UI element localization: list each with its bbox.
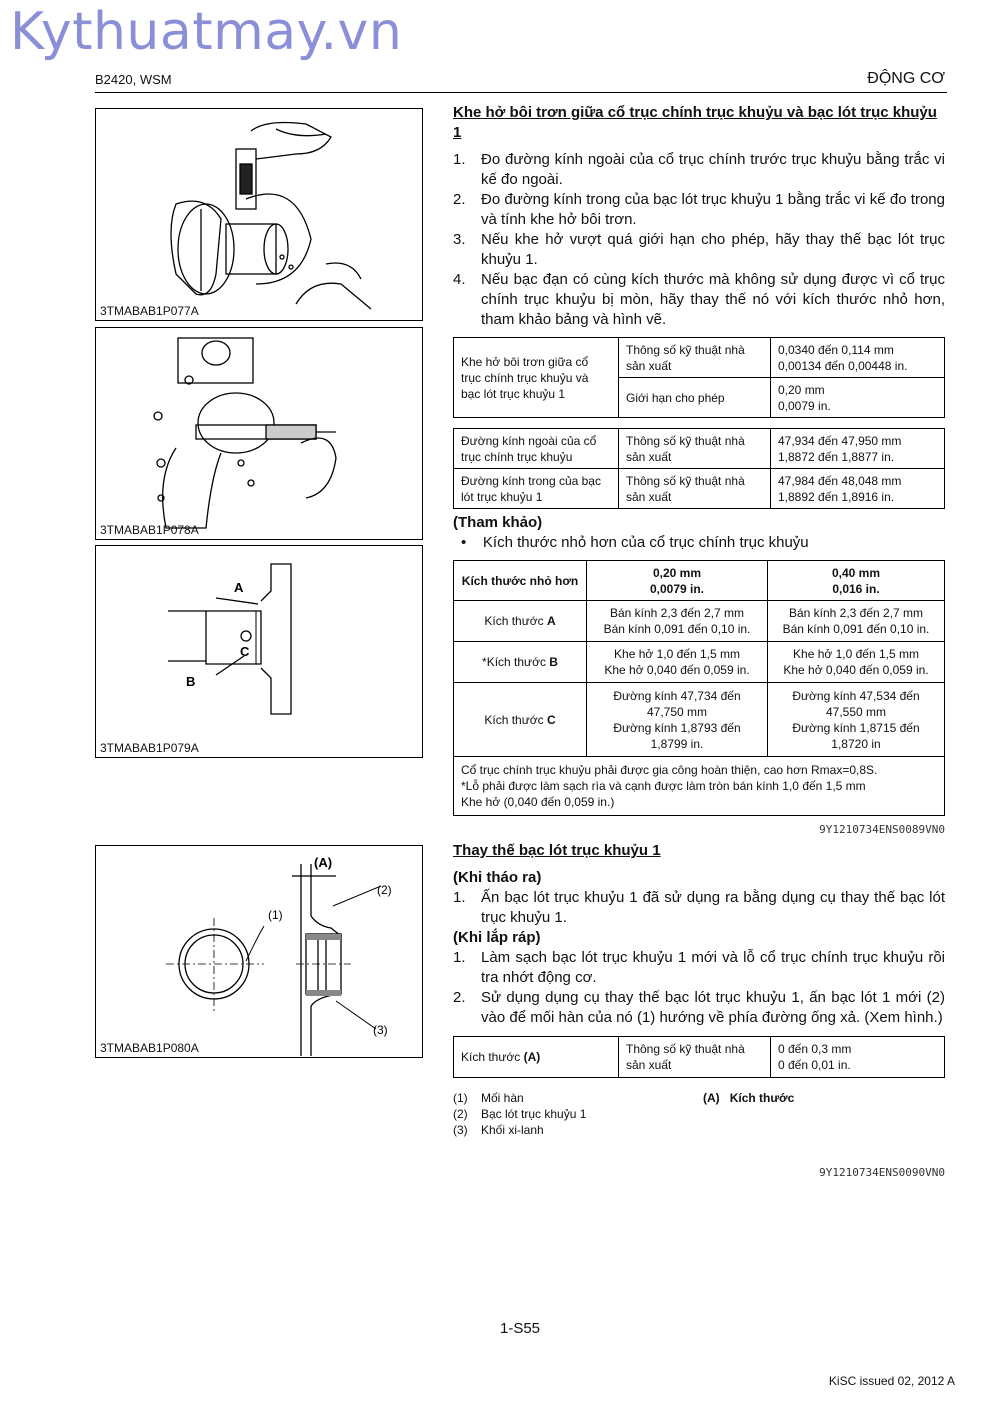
doc-code: 9Y1210734ENS0089VN0 <box>819 823 945 836</box>
removal-steps <box>453 888 945 928</box>
reference-bullet: • Kích thước nhỏ hơn của cổ trục chính trục khuỷu <box>461 534 809 551</box>
label-b: B <box>186 674 196 689</box>
header-section: ĐỘNG CƠ <box>867 70 945 87</box>
spec-value: 0,0340 đến 0,114 mm 0,00134 đến 0,00448 in. <box>771 338 945 378</box>
label-1: (1) <box>268 908 283 922</box>
undersize-cell: Khe hở 1,0 đến 1,5 mm Khe hở 0,040 đến 0,059 in. <box>768 642 945 683</box>
spec-label: Thông số kỹ thuật nhà sản xuất <box>619 1037 771 1078</box>
issue-note: KiSC issued 02, 2012 A <box>828 1374 955 1388</box>
figure-caption: 3TMABAB1P077A <box>100 304 199 318</box>
label-dimension-a: (A) <box>314 855 333 870</box>
figure-bushing-install <box>95 845 423 1058</box>
removal-title: (Khi tháo ra) <box>453 869 542 886</box>
spec-label: Giới hạn cho phép <box>619 378 771 418</box>
section-oil-clearance <box>453 103 945 816</box>
figure-caption: 3TMABAB1P079A <box>100 741 199 755</box>
journal-dimensions-diagram <box>96 546 424 759</box>
undersize-table <box>453 560 945 816</box>
undersize-notes: Cổ trục chính trục khuỷu phải được gia công hoàn thiện, cao hơn Rmax=0,8S. *Lỗ phải được làm sạch rìa và cạnh được làm tròn bán kính 1,0 đến 1,5 mm Khe hở (0,040 đến 0,059 in.) <box>454 757 945 816</box>
figure-micrometer-inside <box>95 327 423 540</box>
spec-value: 47,984 đến 48,048 mm 1,8892 đến 1,8916 in. <box>771 469 945 509</box>
spec-value: 47,934 đến 47,950 mm 1,8872 đến 1,8877 in. <box>771 429 945 469</box>
spec-label: Thông số kỹ thuật nhà sản xuất <box>619 429 771 469</box>
undersize-cell: Khe hở 1,0 đến 1,5 mm Khe hở 0,040 đến 0,059 in. <box>587 642 768 683</box>
undersize-cell: Đường kính 47,734 đến 47,750 mm Đường kính 1,8793 đến 1,8799 in. <box>587 683 768 757</box>
legend-item: (2) Bạc lót trục khuỷu 1 <box>453 1107 587 1121</box>
micrometer-outside-illustration <box>96 109 424 322</box>
label-3: (3) <box>373 1023 388 1037</box>
undersize-cell: Bán kính 2,3 đến 2,7 mm Bán kính 0,091 đến 0,10 in. <box>768 601 945 642</box>
spec-label: Thông số kỹ thuật nhà sản xuất <box>619 469 771 509</box>
step-item: 3. Nếu khe hở vượt quá giới hạn cho phép, hãy thay thế bạc lót trục khuỷu 1. <box>453 231 945 268</box>
reference-title: (Tham khảo) <box>453 514 543 531</box>
install-title: (Khi lắp ráp) <box>453 929 541 946</box>
spec-table-clearance <box>453 337 945 418</box>
label-2: (2) <box>377 883 392 897</box>
install-steps <box>453 948 945 1028</box>
section-bushing-replacement <box>453 841 945 1138</box>
spec-table-bushing <box>453 1036 945 1078</box>
spec-value: 0,20 mm 0,0079 in. <box>771 378 945 418</box>
label-c: C <box>240 644 250 659</box>
legend-item: (3) Khối xi-lanh <box>453 1123 544 1137</box>
undersize-row-label: Kích thước A <box>454 601 587 642</box>
step-item: 1. Làm sạch bạc lót trục khuỷu 1 mới và lỗ cổ trục chính trục khuỷu rồi tra nhớt động cơ. <box>453 949 945 986</box>
legend-dimension: (A) Kích thước <box>703 1091 795 1105</box>
bushing-install-diagram <box>96 846 424 1059</box>
spec-table-diameters <box>453 428 945 509</box>
figure-caption: 3TMABAB1P078A <box>100 523 199 537</box>
section-title: Khe hở bôi trơn giữa cổ trục chính trục khuỷu và bạc lót trục khuỷu 1 <box>453 104 937 141</box>
spec-item: Kích thước (A) <box>454 1037 619 1078</box>
label-a: A <box>234 580 244 595</box>
step-item: 4. Nếu bạc đạn có cùng kích thước mà không sử dụng được vì cổ trục chính trục khuỷu bị mòn, hãy thay thế nó với kích thước nhỏ hơn, tham khảo bảng và hình vẽ. <box>453 271 945 328</box>
undersize-row-label: *Kích thước B <box>454 642 587 683</box>
undersize-header: Kích thước nhỏ hơn <box>454 561 587 601</box>
figure-journal-dimensions <box>95 545 423 758</box>
spec-item: Khe hở bôi trơn giữa cổ trục chính trục khuỷu và bạc lót trục khuỷu 1 <box>454 338 619 418</box>
doc-code: 9Y1210734ENS0090VN0 <box>819 1166 945 1179</box>
step-item: 1. Ấn bạc lót trục khuỷu 1 đã sử dụng ra bằng dụng cụ thay thế bạc lót trục khuỷu 1. <box>453 889 945 926</box>
section-title: Thay thế bạc lót trục khuỷu 1 <box>453 842 661 859</box>
procedure-steps <box>453 150 945 330</box>
step-item: 1. Đo đường kính ngoài của cổ trục chính trước trục khuỷu bằng trắc vi kế đo ngoài. <box>453 151 945 188</box>
watermark: Kythuatmay.vn <box>10 2 403 62</box>
undersize-cell: Bán kính 2,3 đến 2,7 mm Bán kính 0,091 đến 0,10 in. <box>587 601 768 642</box>
spec-item: Đường kính ngoài của cổ trục chính trục khuỷu <box>454 429 619 469</box>
undersize-row-label: Kích thước C <box>454 683 587 757</box>
undersize-header-020: 0,20 mm 0,0079 in. <box>587 561 768 601</box>
micrometer-inside-illustration <box>96 328 424 541</box>
legend-item: (1) Mối hàn <box>453 1091 524 1105</box>
undersize-header-040: 0,40 mm 0,016 in. <box>768 561 945 601</box>
spec-value: 0 đến 0,3 mm 0 đến 0,01 in. <box>771 1037 945 1078</box>
header-rule <box>95 92 947 93</box>
undersize-cell: Đường kính 47,534 đến 47,550 mm Đường kính 1,8715 đến 1,8720 in <box>768 683 945 757</box>
figure-micrometer-outside <box>95 108 423 321</box>
page-number: 1-S55 <box>499 1320 541 1337</box>
figure-caption: 3TMABAB1P080A <box>100 1041 199 1055</box>
spec-label: Thông số kỹ thuật nhà sản xuất <box>619 338 771 378</box>
spec-item: Đường kính trong của bạc lót trục khuỷu 1 <box>454 469 619 509</box>
header-model: B2420, WSM <box>95 72 172 87</box>
step-item: 2. Đo đường kính trong của bạc lót trục khuỷu 1 bằng trắc vi kế đo trong và tính khe hở bôi trơn. <box>453 191 945 228</box>
step-item: 2. Sử dụng dụng cụ thay thế bạc lót trục khuỷu 1, ấn bạc lót 1 mới (2) vào để mối hàn của nó (1) hướng về phía đường ống xả. (Xem hình.) <box>453 989 945 1026</box>
legend <box>453 1090 945 1138</box>
